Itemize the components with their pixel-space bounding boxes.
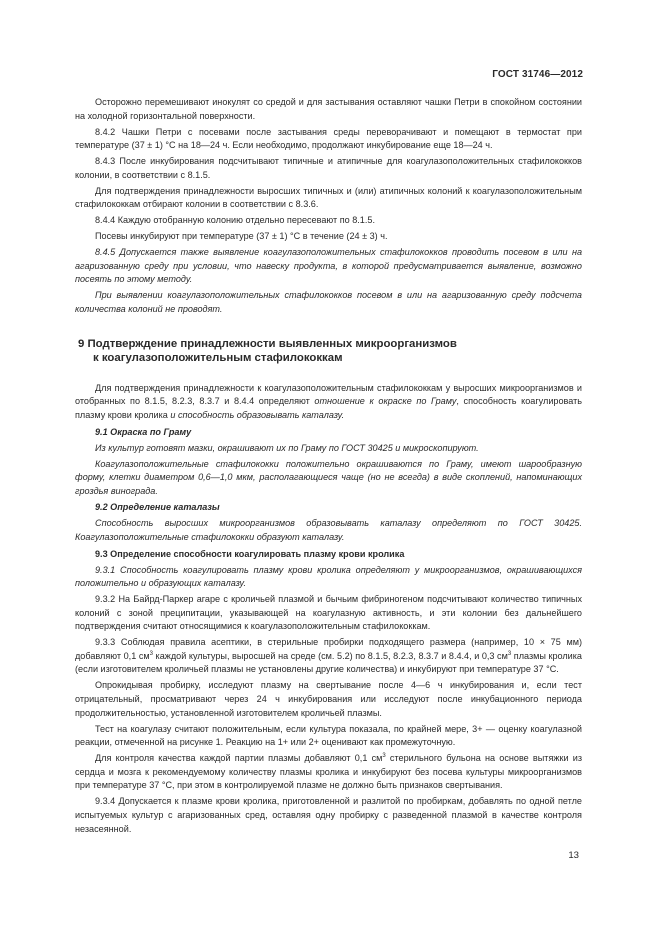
paragraph: Для подтверждения принадлежности выросших типичных и (или) атипичных колоний к коагулазоположительным стафилококкам отбирают колонии в соответствии с 8.3.6.	[75, 185, 582, 210]
paragraph: Тест на коагулазу считают положительным, если культура показала, по крайней мере, 3+ — оценку коагулазной реакции, отмеченной на рисунке 1. Реакцию на 1+ или 2+ оценивают как промежуточную.	[75, 723, 582, 748]
intro-text: , способность коагулировать плазму крови кролика	[75, 396, 583, 421]
superscript: 3	[507, 650, 512, 657]
paragraph-italic: Из культур готовят мазки, окрашивают их по Граму по ГОСТ 30425 и микроскопируют.	[95, 442, 479, 453]
document-header: ГОСТ 31746—2012	[492, 69, 583, 80]
paragraph: 9.3.2 На Байрд-Паркер агаре с кроличьей плазмой и бычьим фибриногеном подсчитывают количество типичных колоний с зоной преципитации, указывающей на коагулазную активность, и эти колонии без дальнейшего подтверждения считают относящимися к коагулазоположительным стафилококкам.	[75, 594, 582, 632]
paragraph-italic: Коагулазоположительные стафилококки положительно окрашиваются по Граму, имеют шарообразную форму, клетки диаметром 0,6—1,0 мкм, располагающиеся чаще (но не всегда) в виде скоплений, напоминающих гроздья винограда.	[75, 458, 582, 496]
intro-italic-text: отношение к окраске по Граму	[314, 396, 457, 407]
subsection-heading: 9.3 Определение способности коагулировать плазму крови кролика	[95, 548, 405, 559]
section-heading-line1: 9 Подтверждение принадлежности выявленных микроорганизмов	[78, 337, 457, 350]
paragraph	[75, 752, 582, 793]
subsection-heading: 9.1 Окраска по Граму	[95, 426, 192, 437]
paragraph-italic: 9.3.1 Способность коагулировать плазму крови кролика определяют у микроорганизмов, окрашивающихся положительно и образующих каталазу.	[75, 564, 582, 589]
section-intro	[75, 382, 582, 423]
subsection-heading: 9.2 Определение каталазы	[95, 502, 220, 513]
paragraph: 8.4.4 Каждую отобранную колонию отдельно пересевают по 8.1.5.	[95, 215, 375, 226]
superscript: 3	[149, 650, 153, 657]
paragraph-italic: При выявлении коагулазоположительных стафилококков посевом в или на агаризованную среду подсчета количества колоний не проводят.	[75, 290, 582, 315]
text-fragment: каждой культуры, выросшей на среде (см. 5.2) по 8.1.5, 8.2.3, 8.3.7 и 8.4.4, и 0,3 см	[152, 650, 508, 661]
paragraph: 8.4.2 Чашки Петри с посевами после застывания среды переворачивают и помещают в термостат при температуре (37 ± 1) °С на 18—24 ч. Если необходимо, продолжают инкубирование еще 18—24 ч.	[75, 126, 582, 151]
paragraph-italic: 8.4.5 Допускается также выявление коагулазоположительных стафилококков проводить посевом в или на агаризованную среду при условии, что навеску продукта, в которой предусматривается выявление, возможно посеять по этому методу.	[75, 247, 582, 285]
text-fragment: Для контроля качества каждой партии плазмы добавляют 0,1 см	[95, 753, 383, 764]
section-heading	[75, 337, 582, 366]
paragraph: 9.3.4 Допускается к плазме крови кролика, приготовленной и разлитой по пробиркам, добавлять по одной петле испытуемых культур с агаризованных сред, оставляя одну пробирку с разведенной плазмой в качестве контроля незасеянной.	[75, 796, 582, 834]
superscript: 3	[382, 753, 386, 760]
intro-text: Для подтверждения принадлежности к коагулазоположительным стафилококкам у выросших микроорганизмов и отобранных по 8.1.5, 8.2.3, 8.3.7 и 8.4.4 определяют	[75, 382, 582, 407]
text-fragment: 9.3.3 Соблюдая правила асептики, в стерильные пробирки подходящего размера (например, 10 × 75 мм) добавляют 0,1 см	[75, 637, 582, 661]
text-fragment: стерильного бульона на основе вытяжки из сердца и мозга к рекомендуемому количеству плазмы кролика и инкубируют без посева культуры микроорганизмов при температуре 37 °С, при этом в контролируемой плазме не должно быть признаков свертывания.	[75, 753, 582, 791]
section-heading-line2: к коагулазоположительным стафилококкам	[93, 352, 343, 365]
paragraph: 8.4.3 После инкубирования подсчитывают типичные и атипичные для коагулазоположительных стафилококков колонии, в соответствии с 8.1.5.	[75, 156, 582, 180]
paragraph	[75, 636, 582, 677]
page-number: 13	[568, 850, 579, 861]
paragraph: Опрокидывая пробирку, исследуют плазму на свертывание после 4—6 ч инкубирования и, если тест отрицательный, просматривают через 24 ч инкубирования или исследуют после инкубационного периода продолжительностью, установленной изготовителем кроличьей плазмы.	[75, 680, 582, 718]
paragraph-italic: Способность выросших микроорганизмов образовывать каталазу определяют по ГОСТ 30425. Коагулазоположительные стафилококки образуют каталазу.	[75, 518, 582, 542]
document-body	[75, 96, 582, 836]
text-fragment: плазмы кролика (если изготовителем кроличьей плазмы не установлены другие количества) и инкубируют при температуре 37 °С.	[75, 650, 582, 675]
paragraph: Осторожно перемешивают инокулят со средой и для застывания оставляют чашки Петри в спокойном состоянии на холодной горизонтальной поверхности.	[75, 97, 582, 121]
intro-italic-text: и способность образовывать каталазу.	[170, 410, 345, 421]
paragraph: Посевы инкубируют при температуре (37 ± 1) °С в течение (24 ± 3) ч.	[95, 231, 388, 242]
